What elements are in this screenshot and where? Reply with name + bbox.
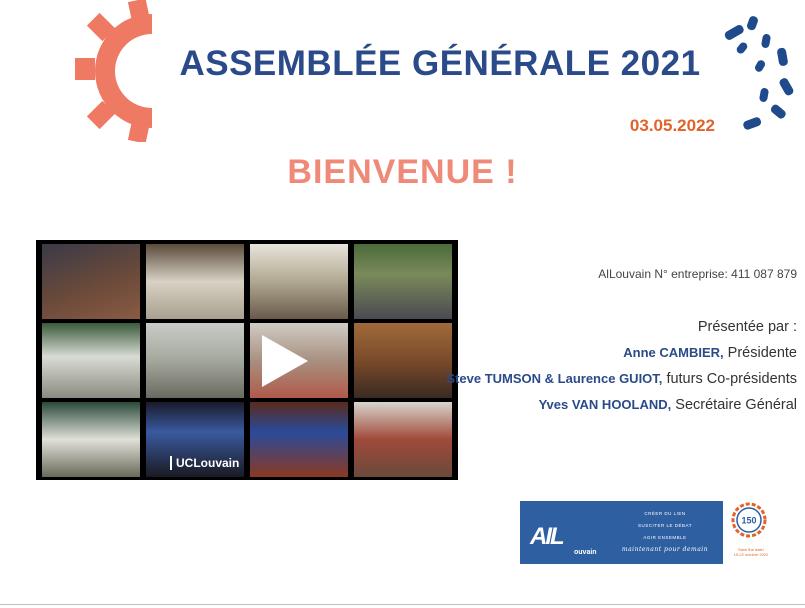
company-registration: AlLouvain N° entreprise: 411 087 879 xyxy=(598,267,797,281)
presenter-role: Présidente xyxy=(727,345,797,361)
video-thumbnail xyxy=(42,244,140,319)
video-player[interactable] xyxy=(36,240,458,480)
ailouvain-logo xyxy=(524,511,597,556)
logo-sub: ouvain xyxy=(574,549,597,556)
presenter-line xyxy=(437,366,797,392)
video-watermark: UCLouvain xyxy=(170,456,239,470)
anniversary-dates: 19-22 octobre 2022 xyxy=(733,552,769,557)
footer-divider xyxy=(0,604,805,605)
presenter-line xyxy=(437,340,797,366)
anniversary-number: 150 xyxy=(741,515,757,526)
presenter-name: Yves VAN HOOLAND, xyxy=(538,397,672,412)
slide-date: 03.05.2022 xyxy=(629,116,715,135)
slogan-line: AGIR ENSEMBLE xyxy=(643,535,687,540)
video-thumbnail xyxy=(354,244,452,319)
ailouvain-banner xyxy=(520,501,723,564)
presenter-name: Anne CAMBIER, xyxy=(623,345,724,360)
presenter-role: futurs Co-présidents xyxy=(666,371,797,387)
video-thumbnail xyxy=(42,402,140,477)
video-thumbnail xyxy=(250,244,348,319)
video-thumbnail xyxy=(146,323,244,398)
slide-title: ASSEMBLÉE GÉNÉRALE 2021 xyxy=(179,44,701,83)
slogan-line: SUSCITER LE DÉBAT xyxy=(638,523,692,528)
slogan-line: CRÉER DU LIEN xyxy=(644,511,686,516)
presenter-line xyxy=(437,392,797,418)
presenters-block xyxy=(437,315,797,418)
presenters-intro: Présentée par : xyxy=(697,319,797,335)
video-thumbnail xyxy=(42,323,140,398)
welcome-heading: BIENVENUE ! xyxy=(287,153,518,191)
save-the-date: Save the date! xyxy=(738,547,764,552)
video-thumbnail xyxy=(146,244,244,319)
banner-slogan xyxy=(610,508,720,556)
anniversary-badge-icon xyxy=(731,502,767,538)
presenter-role: Secrétaire Général xyxy=(675,397,797,413)
play-icon[interactable] xyxy=(260,333,310,389)
video-thumbnail xyxy=(250,402,348,477)
logo-main: AIL xyxy=(530,523,563,550)
anniversary-text xyxy=(726,547,776,557)
banner-tagline: maintenant pour demain xyxy=(621,546,709,553)
presenter-name: Steve TUMSON & Laurence GUIOT, xyxy=(446,371,663,386)
